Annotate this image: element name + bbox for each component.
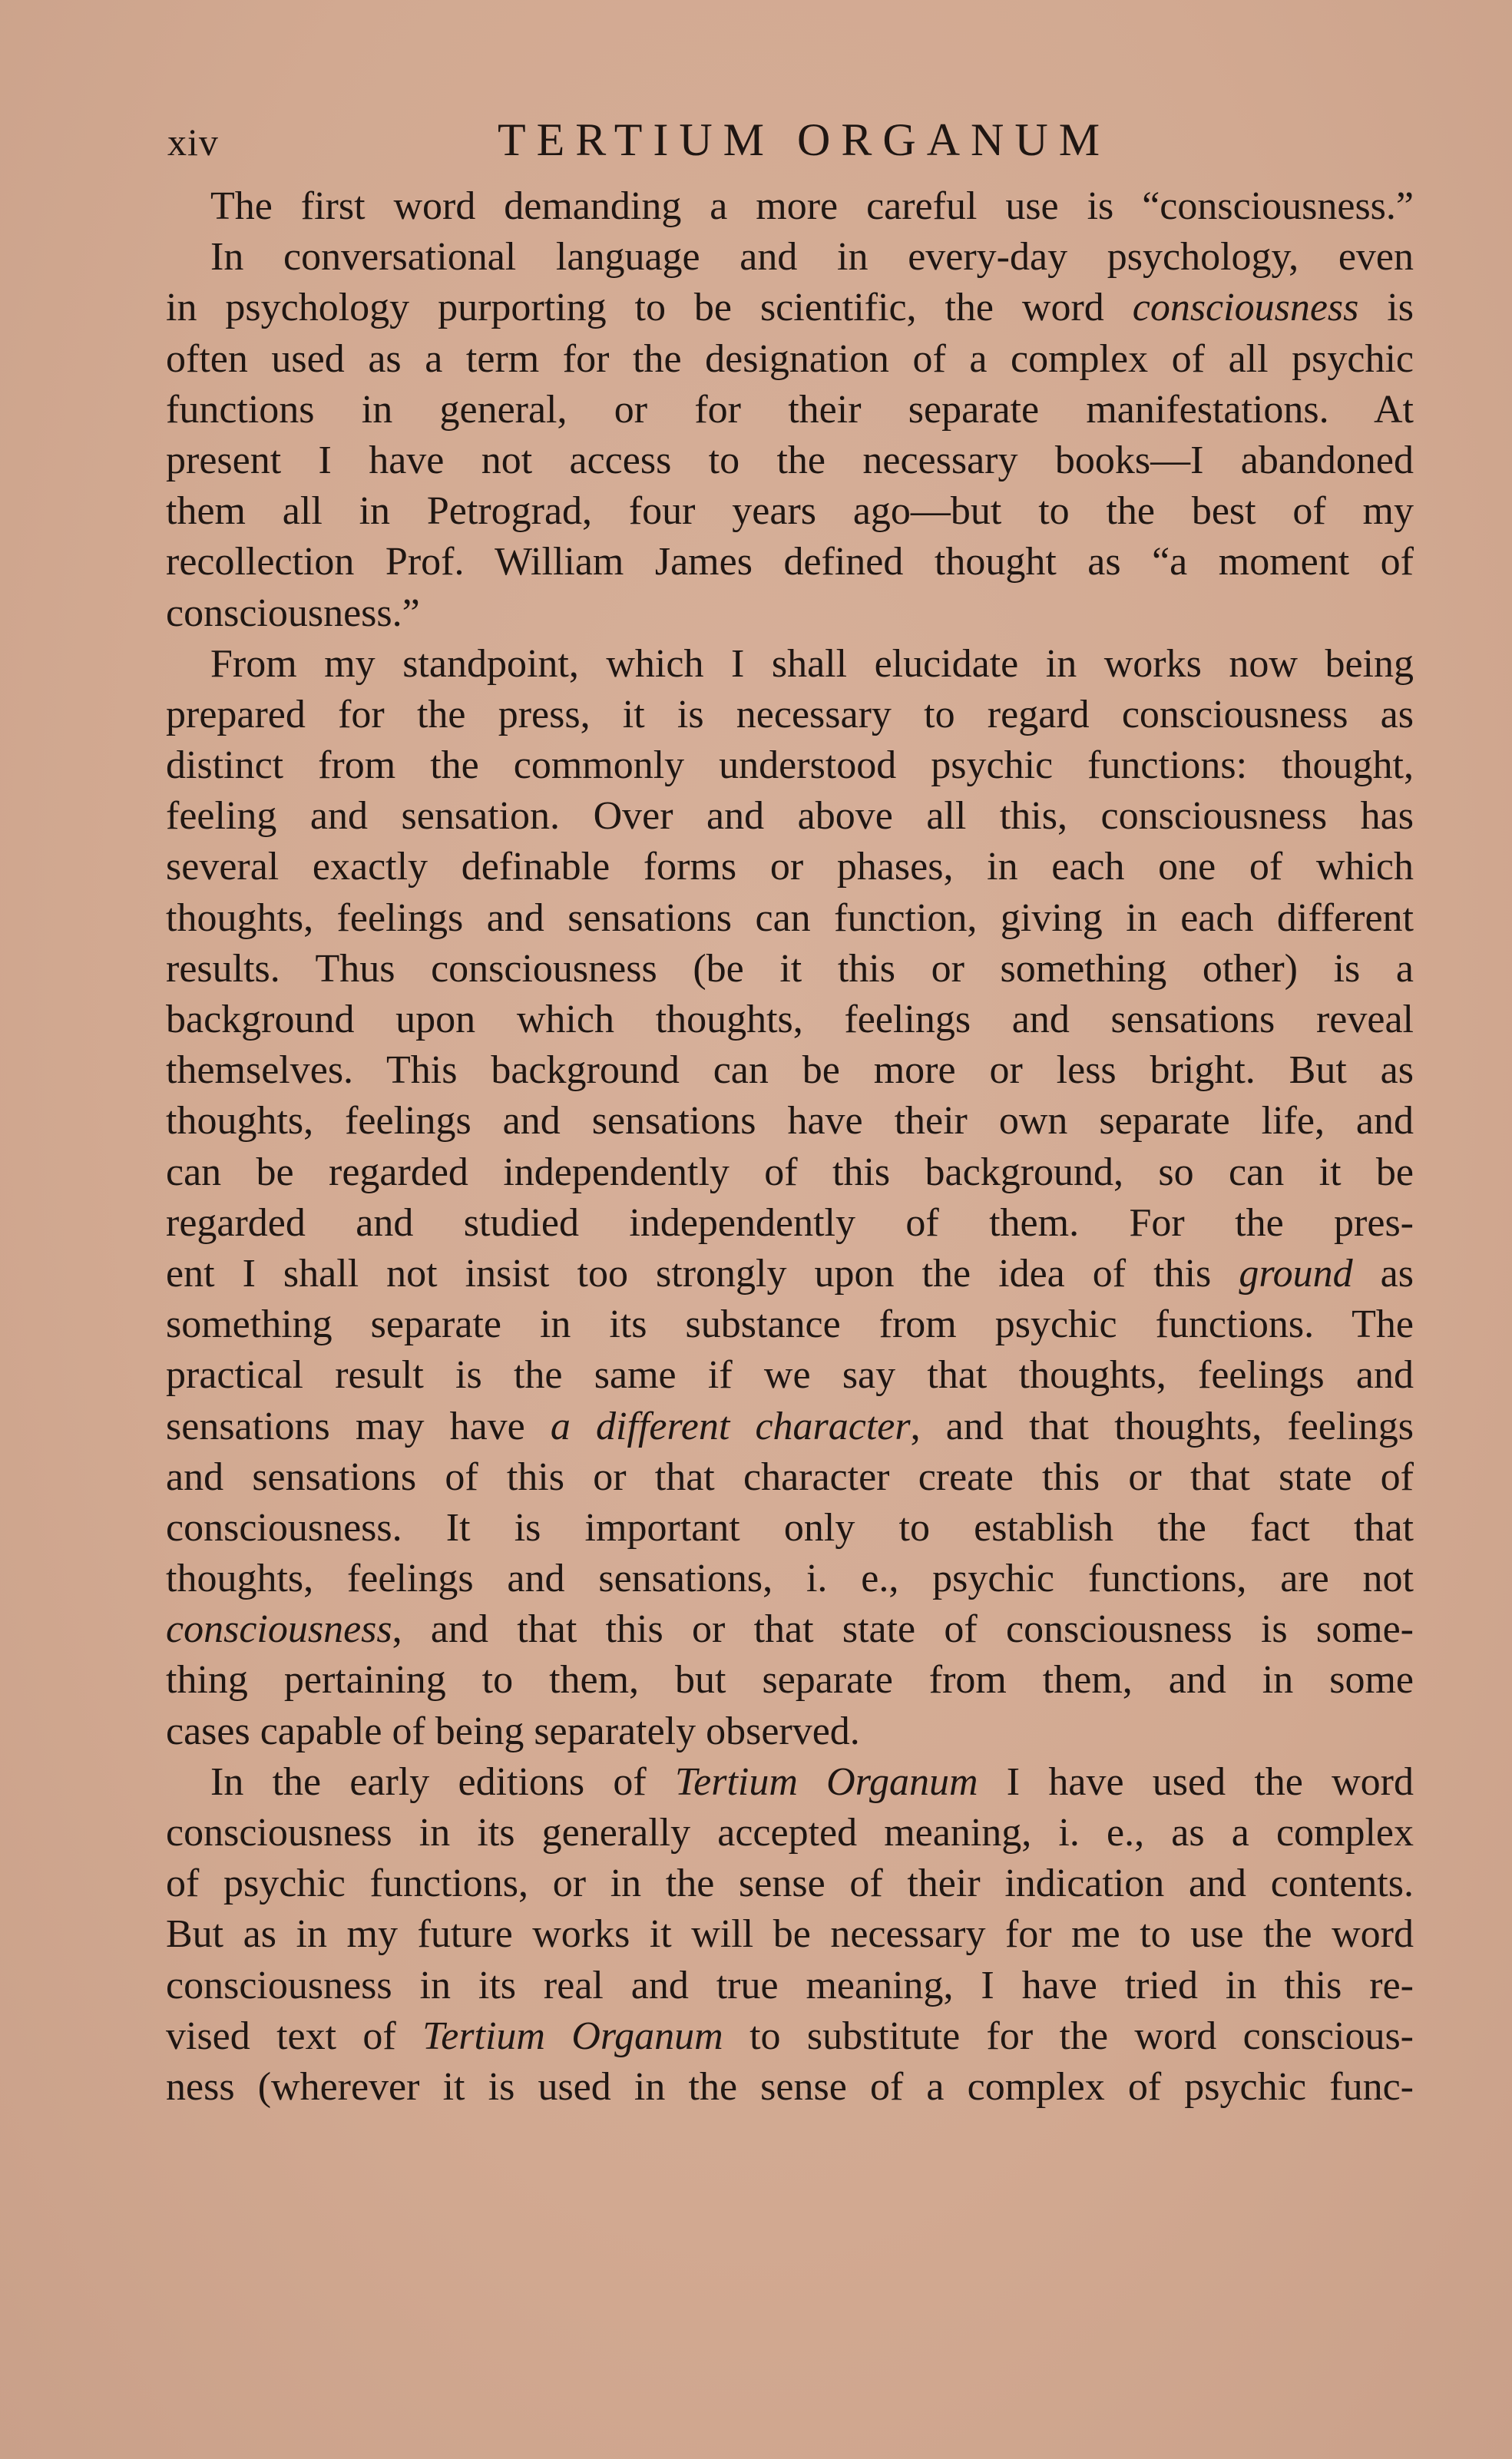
body-text [166,181,1414,2113]
italic-text: consciousness [1132,286,1359,330]
running-title: TERTIUM ORGANUM [498,114,1111,165]
text-line: distinct from the commonly understood psychic functions: thought, [166,743,1414,788]
text-line: In conversational language and in every-day psychology, even [210,235,1414,280]
text-line: several exactly definable forms or phases, in each one of which [166,845,1414,889]
italic-text: ground [1239,1251,1353,1296]
text-line [166,1249,1414,1299]
text-run: is [1358,286,1414,330]
text-line: regarded and studied independently of them. For the pres- [166,1200,1414,1245]
text-line: present I have not access to the necessary books—I abandoned [166,438,1414,482]
text-line: thing pertaining to them, but separate from them, and in some [166,1658,1414,1703]
text-run: , and that this or that state of consciousness is some- [392,1607,1414,1652]
italic-text: Tertium Organum [674,1759,978,1804]
text-line: often used as a term for the designation of a complex of all psychic [166,336,1414,381]
text-line: background upon which thoughts, feelings and sensations reveal [166,998,1414,1041]
italic-text: a different character [550,1404,911,1448]
italic-text: Tertium Organum [422,2014,723,2058]
text-line [166,2011,1414,2062]
text-line: them all in Petrograd, four years ago—but to the best of my [166,489,1414,534]
text-line [166,1604,1414,1655]
text-run: as [1352,1251,1414,1296]
text-line: consciousness.” [166,591,420,635]
text-line: cases capable of being separately observed. [166,1709,860,1753]
text-line: functions in general, or for their separate manifestations. At [166,387,1414,432]
text-run: sensations may have [166,1404,551,1448]
text-line: thoughts, feelings and sensations can function, giving in each different [166,895,1414,940]
text-run: I have used the word [978,1759,1414,1804]
page-header [167,114,1419,167]
text-line: results. Thus consciousness (be it this or something other) is a [166,946,1414,991]
text-line: something separate in its substance from psychic functions. The [166,1302,1414,1347]
text-line: practical result is the same if we say that thoughts, feelings and [166,1353,1414,1398]
italic-text: consciousness [166,1607,392,1652]
text-run: , and that thoughts, feelings [910,1404,1414,1448]
text-line: feeling and sensation. Over and above all this, consciousness has [166,794,1414,839]
text-line: ness (wherever it is used in the sense of a complex of psychic func- [166,2064,1414,2109]
page-number: xiv [167,121,219,164]
text-line: and sensations of this or that character create this or that state of [166,1455,1414,1499]
text-line: can be regarded independently of this background, so can it be [166,1150,1414,1194]
text-line: of psychic functions, or in the sense of their indication and contents. [166,1862,1414,1906]
text-run: ent I shall not insist too strongly upon the idea of this [166,1251,1239,1296]
text-run: vised text of [166,2014,423,2058]
text-line: The first word demanding a more careful use is “consciousness.” [210,184,1414,228]
text-line: thoughts, feelings and sensations have their own separate life, and [166,1099,1414,1143]
text-line: recollection Prof. William James defined thought as “a moment of [166,540,1414,584]
text-line: From my standpoint, which I shall elucidate in works now being [210,641,1414,686]
text-line: themselves. This background can be more or less bright. But as [166,1048,1414,1093]
text-line: prepared for the press, it is necessary to regard consciousness as [166,692,1414,736]
text-line: consciousness in its generally accepted meaning, i. e., as a complex [166,1811,1414,1855]
text-line: thoughts, feelings and sensations, i. e., psychic functions, are not [166,1557,1414,1601]
text-run: to substitute for the word conscious- [723,2014,1414,2058]
text-line: But as in my future works it will be necessary for me to use the word [166,1912,1414,1957]
text-line [166,1402,1414,1452]
text-line: consciousness in its real and true meaning, I have tried in this re- [166,1963,1414,2007]
text-run: In the early editions of [210,1759,675,1804]
text-line [166,283,1414,333]
text-line: consciousness. It is important only to establish the fact that [166,1505,1414,1550]
text-run: in psychology purporting to be scientific, the word [166,286,1133,330]
text-line [166,1757,1414,1808]
